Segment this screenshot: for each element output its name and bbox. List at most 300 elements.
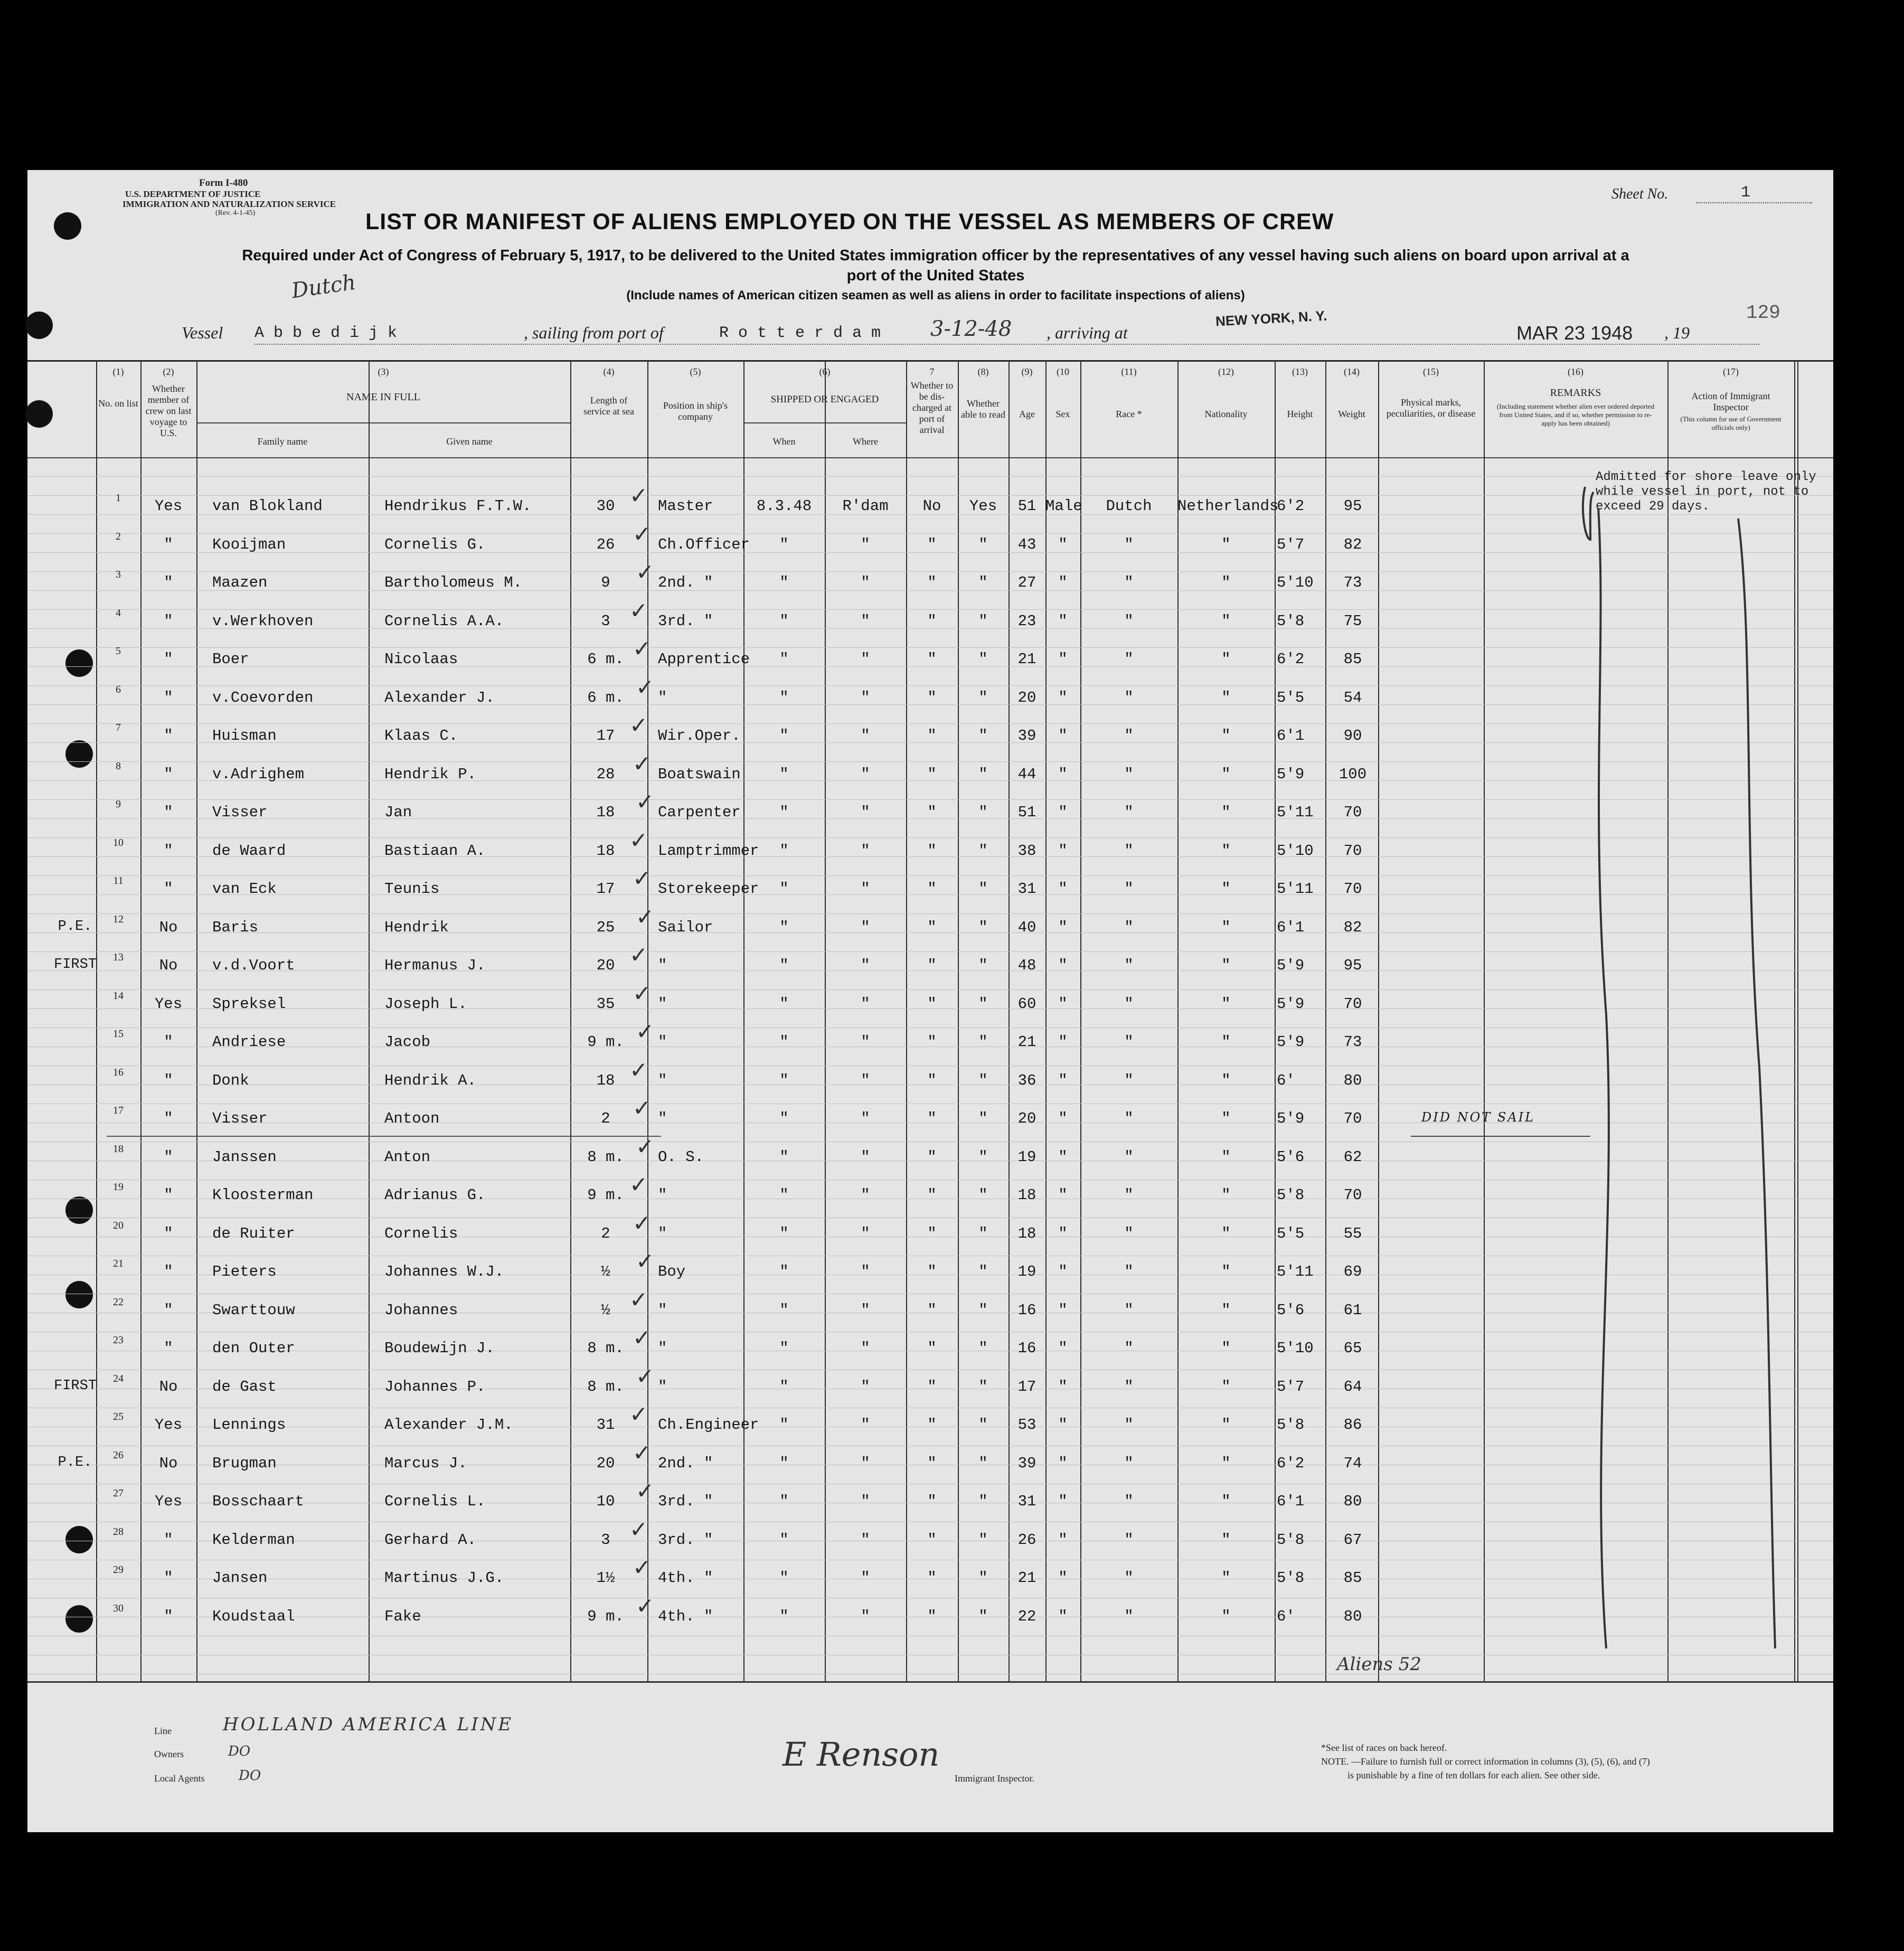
family-name: Kooijman xyxy=(212,535,286,553)
length-of-service: 25 xyxy=(596,918,615,936)
able-to-read: " xyxy=(978,1110,988,1127)
discharged: " xyxy=(927,1531,937,1549)
tick-mark-icon: ✓ xyxy=(629,1286,648,1313)
tick-mark-icon: ✓ xyxy=(636,1133,655,1160)
nationality: " xyxy=(1221,957,1231,974)
nationality: " xyxy=(1221,535,1231,553)
remarks-line-1: Admitted for shore leave only xyxy=(1596,470,1816,484)
col14-number: (14) xyxy=(1344,366,1360,377)
given-name: Teunis xyxy=(384,880,440,898)
list-number: 16 xyxy=(113,1066,124,1078)
family-name: Koudstaal xyxy=(212,1607,295,1625)
position: " xyxy=(658,1340,667,1357)
given-name: Klaas C. xyxy=(384,727,458,744)
discharged: " xyxy=(927,1071,937,1089)
length-of-service: 26 xyxy=(596,535,615,553)
remarks-line-2: while vessel in port, not to xyxy=(1596,485,1809,499)
able-to-read: " xyxy=(978,957,988,974)
shipped-where: " xyxy=(861,1531,870,1549)
sex: " xyxy=(1058,957,1068,974)
given-name: Cornelis G. xyxy=(384,535,486,553)
position: " xyxy=(658,1186,667,1204)
department: U.S. DEPARTMENT OF JUSTICE xyxy=(125,189,261,199)
col3-header: NAME IN FULL xyxy=(346,391,420,403)
family-name: v.Adrighem xyxy=(212,765,305,783)
shipped-when: " xyxy=(779,842,789,860)
age: 53 xyxy=(1017,1416,1036,1434)
length-of-service: 10 xyxy=(596,1493,615,1510)
sex: " xyxy=(1058,1301,1068,1319)
shipped-when: 8.3.48 xyxy=(756,497,812,515)
col17-note: (This column for use of Government officials only) xyxy=(1680,415,1782,431)
sheet-label: Sheet No. xyxy=(1611,186,1669,202)
given-name: Bartholomeus M. xyxy=(384,574,523,591)
able-to-read: " xyxy=(978,1607,988,1625)
prior-voyage: " xyxy=(164,842,173,860)
shipped-where: " xyxy=(861,612,870,630)
age: 16 xyxy=(1017,1340,1036,1357)
family-name: de Ruiter xyxy=(212,1224,295,1242)
given-name: Johannes xyxy=(384,1301,458,1319)
given-name: Alexander J. xyxy=(384,689,495,706)
line-label: Line xyxy=(154,1726,172,1736)
col6b-header: Where xyxy=(853,436,878,447)
form-number: Form I-480 xyxy=(199,177,248,188)
margin-note: P.E. xyxy=(58,918,92,935)
col15-header: Physical marks, peculiarities, or disease xyxy=(1386,397,1476,419)
nationality: " xyxy=(1221,1224,1231,1242)
able-to-read: " xyxy=(978,1416,988,1434)
shipped-where: " xyxy=(861,1454,870,1472)
sex: " xyxy=(1058,1263,1068,1280)
age: 31 xyxy=(1017,1493,1036,1510)
nationality: " xyxy=(1221,1340,1231,1357)
length-of-service: 9 m. xyxy=(587,1033,624,1051)
race: " xyxy=(1124,842,1134,860)
prior-voyage: " xyxy=(164,1224,173,1242)
position: Lamptrimmer xyxy=(658,842,759,860)
family-name: Pieters xyxy=(212,1263,277,1280)
family-name: Brugman xyxy=(212,1454,277,1472)
age: 27 xyxy=(1017,574,1036,591)
given-name: Bastiaan A. xyxy=(384,842,486,860)
race: " xyxy=(1124,1263,1134,1280)
weight: 70 xyxy=(1343,1186,1362,1204)
weight: 70 xyxy=(1343,1110,1362,1127)
tick-mark-icon: ✓ xyxy=(633,1095,652,1121)
race: " xyxy=(1124,1110,1134,1127)
shipped-where: " xyxy=(861,765,870,783)
race: " xyxy=(1124,1454,1134,1472)
position: Storekeeper xyxy=(658,880,759,898)
sex: " xyxy=(1058,1148,1068,1166)
shipped-when: " xyxy=(779,1263,789,1280)
prior-voyage: " xyxy=(164,1531,173,1549)
race: " xyxy=(1124,1071,1134,1089)
col6-header: SHIPPED OR ENGAGED xyxy=(770,394,879,405)
list-number: 12 xyxy=(113,913,124,925)
given-name: Marcus J. xyxy=(384,1454,467,1472)
nationality: " xyxy=(1221,651,1231,668)
nationality: " xyxy=(1221,689,1231,706)
race: " xyxy=(1124,651,1134,668)
list-number: 13 xyxy=(113,951,124,963)
sex: " xyxy=(1058,1378,1068,1396)
shipped-when: " xyxy=(779,804,789,821)
family-name: den Outer xyxy=(212,1340,295,1357)
length-of-service: 18 xyxy=(596,1071,615,1089)
able-to-read: " xyxy=(978,689,988,706)
shipped-when: " xyxy=(779,689,789,706)
prior-voyage: Yes xyxy=(154,1493,183,1510)
discharged: " xyxy=(927,651,937,668)
family-name: Huisman xyxy=(212,727,277,744)
list-number: 11 xyxy=(113,875,124,887)
owners-label: Owners xyxy=(154,1749,184,1759)
port-from: R o t t e r d a m xyxy=(719,324,881,342)
age: 43 xyxy=(1017,535,1036,553)
able-to-read: " xyxy=(978,804,988,821)
list-number: 26 xyxy=(113,1449,124,1461)
length-of-service: 35 xyxy=(596,995,615,1013)
race: " xyxy=(1124,1493,1134,1510)
col12-header: Nationality xyxy=(1204,409,1248,419)
tick-mark-icon: ✓ xyxy=(636,559,655,585)
shipped-when: " xyxy=(779,995,789,1013)
col2-header: Whether member of crew on last voyage to U.S. xyxy=(145,383,192,438)
position: 3rd. " xyxy=(658,1493,713,1510)
nationality: " xyxy=(1221,1148,1231,1166)
position: " xyxy=(658,1378,667,1396)
position: Apprentice xyxy=(658,651,750,668)
shipped-where: " xyxy=(861,957,870,974)
tick-mark-icon: ✓ xyxy=(633,521,652,547)
shipped-where: " xyxy=(861,1378,870,1396)
footer-note-1: *See list of races on back hereof. xyxy=(1321,1742,1447,1753)
line-value: HOLLAND AMERICA LINE xyxy=(223,1714,514,1735)
shipped-when: " xyxy=(779,765,789,783)
shipped-where: " xyxy=(861,995,870,1013)
sex: " xyxy=(1058,1071,1068,1089)
height: 5'11 xyxy=(1277,804,1314,821)
able-to-read: " xyxy=(978,1454,988,1472)
year-label: , 19 xyxy=(1664,323,1690,342)
race: " xyxy=(1124,1301,1134,1319)
weight: 80 xyxy=(1343,1493,1362,1510)
able-to-read: " xyxy=(978,880,988,898)
family-name: Lennings xyxy=(212,1416,286,1434)
height: 5'7 xyxy=(1277,535,1305,553)
age: 16 xyxy=(1017,1301,1036,1319)
discharged: " xyxy=(927,1378,937,1396)
nationality: " xyxy=(1221,995,1231,1013)
able-to-read: " xyxy=(978,842,988,860)
discharged: " xyxy=(927,1148,937,1166)
discharged: " xyxy=(927,1454,937,1472)
col12-number: (12) xyxy=(1218,366,1234,377)
length-of-service: ½ xyxy=(601,1263,610,1280)
discharged: " xyxy=(927,1224,937,1242)
col9-number: (9) xyxy=(1021,366,1033,377)
family-name: Baris xyxy=(212,918,259,936)
able-to-read: " xyxy=(978,995,988,1013)
age: 21 xyxy=(1017,1569,1036,1587)
shipped-where: " xyxy=(861,727,870,744)
col4-number: (4) xyxy=(603,366,615,377)
tick-mark-icon: ✓ xyxy=(633,1210,652,1236)
margin-note: FIRST xyxy=(54,957,97,973)
able-to-read: " xyxy=(978,612,988,630)
discharged: " xyxy=(927,957,937,974)
vessel-name: A b b e d i j k xyxy=(255,324,398,342)
col15-number: (15) xyxy=(1423,366,1439,377)
list-number: 28 xyxy=(113,1525,124,1538)
race: " xyxy=(1124,880,1134,898)
age: 31 xyxy=(1017,880,1036,898)
weight: 70 xyxy=(1343,804,1362,821)
age: 51 xyxy=(1017,497,1036,515)
tick-mark-icon: ✓ xyxy=(629,483,648,508)
discharged: " xyxy=(927,727,937,744)
list-number: 14 xyxy=(113,989,124,1002)
subtitle-1: Required under Act of Congress of February 5, 1917, to be delivered to the United States immigration officer by the representatives of any vessel having such aliens on board upon arrival at a xyxy=(242,247,1629,264)
nationality: " xyxy=(1221,804,1231,821)
sex: " xyxy=(1058,1454,1068,1472)
shipped-when: " xyxy=(779,1493,789,1510)
nationality-note: Dutch xyxy=(290,270,357,304)
height: 5'6 xyxy=(1277,1301,1305,1319)
age: 51 xyxy=(1017,804,1036,821)
shipped-where: " xyxy=(861,1263,870,1280)
height: 6'2 xyxy=(1277,1454,1305,1472)
col11-header: Race * xyxy=(1116,409,1142,419)
owners-value: DO xyxy=(228,1743,251,1759)
nationality: Netherlands xyxy=(1177,497,1279,515)
position: Master xyxy=(658,497,713,515)
weight: 73 xyxy=(1343,574,1362,591)
prior-voyage: " xyxy=(164,880,173,898)
discharged: " xyxy=(927,1301,937,1319)
able-to-read: " xyxy=(978,1186,988,1204)
race: " xyxy=(1124,1378,1134,1396)
able-to-read: " xyxy=(978,1263,988,1280)
prior-voyage: " xyxy=(164,574,173,591)
position: " xyxy=(658,1110,667,1127)
shipped-when: " xyxy=(779,1071,789,1089)
position: Carpenter xyxy=(658,804,741,821)
sex: " xyxy=(1058,1569,1068,1587)
age: 18 xyxy=(1017,1186,1036,1204)
race: " xyxy=(1124,1033,1134,1051)
family-name: Bosschaart xyxy=(212,1493,305,1510)
length-of-service: 3 xyxy=(601,1531,610,1549)
list-number: 10 xyxy=(113,836,124,849)
discharged: " xyxy=(927,1607,937,1625)
tick-mark-icon: ✓ xyxy=(636,903,655,930)
length-of-service: 6 m. xyxy=(587,689,624,706)
height: 6' xyxy=(1277,1071,1295,1089)
physical-marks: DID NOT SAIL xyxy=(1421,1110,1535,1125)
given-name: Fake xyxy=(384,1607,421,1625)
age: 21 xyxy=(1017,651,1036,668)
prior-voyage: No xyxy=(159,957,178,974)
age: 40 xyxy=(1017,918,1036,936)
shipped-where: " xyxy=(861,1148,870,1166)
manifest-sheet xyxy=(27,170,1833,1832)
shipped-where: " xyxy=(861,1071,870,1089)
given-name: Cornelis A.A. xyxy=(384,612,504,630)
nationality: " xyxy=(1221,918,1231,936)
weight: 62 xyxy=(1343,1148,1362,1166)
shipped-when: " xyxy=(779,1378,789,1396)
col14-header: Weight xyxy=(1338,409,1365,419)
list-number: 27 xyxy=(113,1487,124,1499)
height: 6' xyxy=(1277,1607,1295,1625)
height: 6'2 xyxy=(1277,651,1305,668)
sex: " xyxy=(1058,651,1068,668)
footer-note-3: is punishable by a fine of ten dollars for each alien. See other side. xyxy=(1347,1770,1600,1780)
given-name: Johannes W.J. xyxy=(384,1263,504,1280)
family-name: Kloosterman xyxy=(212,1186,314,1204)
length-of-service: 28 xyxy=(596,765,615,783)
weight: 86 xyxy=(1343,1416,1362,1434)
able-to-read: " xyxy=(978,1569,988,1587)
shipped-when: " xyxy=(779,612,789,630)
discharged: " xyxy=(927,765,937,783)
prior-voyage: Yes xyxy=(154,497,183,515)
prior-voyage: " xyxy=(164,1071,173,1089)
list-number: 25 xyxy=(113,1411,124,1422)
shipped-when: " xyxy=(779,1033,789,1051)
shipped-where: " xyxy=(861,1186,870,1204)
sex: " xyxy=(1058,1186,1068,1204)
list-number: 15 xyxy=(113,1028,124,1040)
col11-number: (11) xyxy=(1121,366,1137,377)
tick-mark-icon: ✓ xyxy=(629,1401,648,1427)
list-number: 22 xyxy=(113,1296,124,1308)
shipped-when: " xyxy=(779,957,789,974)
discharged: No xyxy=(922,497,941,515)
shipped-where: " xyxy=(861,689,870,706)
shipped-when: " xyxy=(779,918,789,936)
weight: 95 xyxy=(1343,497,1362,515)
position: 4th. " xyxy=(658,1569,713,1587)
length-of-service: 6 m. xyxy=(587,651,624,668)
margin-note: P.E. xyxy=(58,1454,92,1471)
length-of-service: ½ xyxy=(601,1301,610,1319)
length-of-service: 17 xyxy=(596,727,615,744)
height: 6'1 xyxy=(1277,727,1305,744)
length-of-service: 9 m. xyxy=(587,1186,624,1204)
height: 5'9 xyxy=(1277,765,1305,783)
aliens-tally: Aliens 52 xyxy=(1337,1654,1421,1675)
given-name: Gerhard A. xyxy=(384,1531,477,1549)
col9-header: Age xyxy=(1019,409,1035,419)
weight: 80 xyxy=(1343,1071,1362,1089)
shipped-where: " xyxy=(861,574,870,591)
revision: (Rev. 4-1-45) xyxy=(215,209,256,217)
discharged: " xyxy=(927,1416,937,1434)
family-name: van Blokland xyxy=(212,497,323,515)
prior-voyage: " xyxy=(164,535,173,553)
shipped-when: " xyxy=(779,727,789,744)
weight: 85 xyxy=(1343,1569,1362,1587)
sex: " xyxy=(1058,765,1068,783)
prior-voyage: " xyxy=(164,1340,173,1357)
height: 5'8 xyxy=(1277,1531,1305,1549)
family-name: Swarttouw xyxy=(212,1301,295,1319)
position: " xyxy=(658,957,667,974)
race: " xyxy=(1124,1531,1134,1549)
position: " xyxy=(658,1071,667,1089)
col3b-header: Given name xyxy=(446,436,493,447)
weight: 85 xyxy=(1343,651,1362,668)
discharged: " xyxy=(927,689,937,706)
prior-voyage: Yes xyxy=(154,1416,183,1434)
shipped-when: " xyxy=(779,1340,789,1357)
prior-voyage: No xyxy=(159,918,178,936)
list-number: 20 xyxy=(113,1219,124,1231)
age: 18 xyxy=(1017,1224,1036,1242)
weight: 80 xyxy=(1343,1607,1362,1625)
prior-voyage: No xyxy=(159,1454,178,1472)
age: 21 xyxy=(1017,1033,1036,1051)
tick-mark-icon: ✓ xyxy=(636,1248,655,1274)
family-name: v.d.Voort xyxy=(212,957,295,974)
sex: Male xyxy=(1045,497,1082,515)
shipped-when: " xyxy=(779,1301,789,1319)
shipped-where: R'dam xyxy=(842,497,889,515)
position: 3rd. " xyxy=(658,1531,713,1549)
nationality: " xyxy=(1221,1607,1231,1625)
length-of-service: 30 xyxy=(596,497,615,515)
col10-header: Sex xyxy=(1055,409,1070,419)
tick-mark-icon: ✓ xyxy=(633,750,652,777)
col13-header: Height xyxy=(1287,409,1313,419)
sex: " xyxy=(1058,727,1068,744)
shipped-where: " xyxy=(861,1110,870,1127)
weight: 82 xyxy=(1343,918,1362,936)
height: 5'5 xyxy=(1277,1224,1305,1242)
shipped-where: " xyxy=(861,1416,870,1434)
shipped-when: " xyxy=(779,651,789,668)
race: " xyxy=(1124,612,1134,630)
able-to-read: " xyxy=(978,1531,988,1549)
col3a-header: Family name xyxy=(257,436,308,447)
given-name: Hermanus J. xyxy=(384,957,486,974)
age: 39 xyxy=(1017,727,1036,744)
height: 5'7 xyxy=(1277,1378,1305,1396)
length-of-service: 8 m. xyxy=(587,1378,624,1396)
nationality: " xyxy=(1221,574,1231,591)
remarks-line-3: exceed 29 days. xyxy=(1596,499,1710,514)
col10-number: (10 xyxy=(1057,366,1069,377)
weight: 95 xyxy=(1343,957,1362,974)
family-name: v.Werkhoven xyxy=(212,612,314,630)
col1-header: No. on list xyxy=(98,398,138,409)
age: 23 xyxy=(1017,612,1036,630)
shipped-when: " xyxy=(779,1569,789,1587)
family-name: Boer xyxy=(212,651,249,668)
race: " xyxy=(1124,1186,1134,1204)
age: 26 xyxy=(1017,1531,1036,1549)
position: 2nd. " xyxy=(658,1454,713,1472)
weight: 70 xyxy=(1343,880,1362,898)
given-name: Hendrik xyxy=(384,918,449,936)
able-to-read: " xyxy=(978,765,988,783)
margin-note: FIRST xyxy=(54,1378,97,1394)
race: " xyxy=(1124,765,1134,783)
